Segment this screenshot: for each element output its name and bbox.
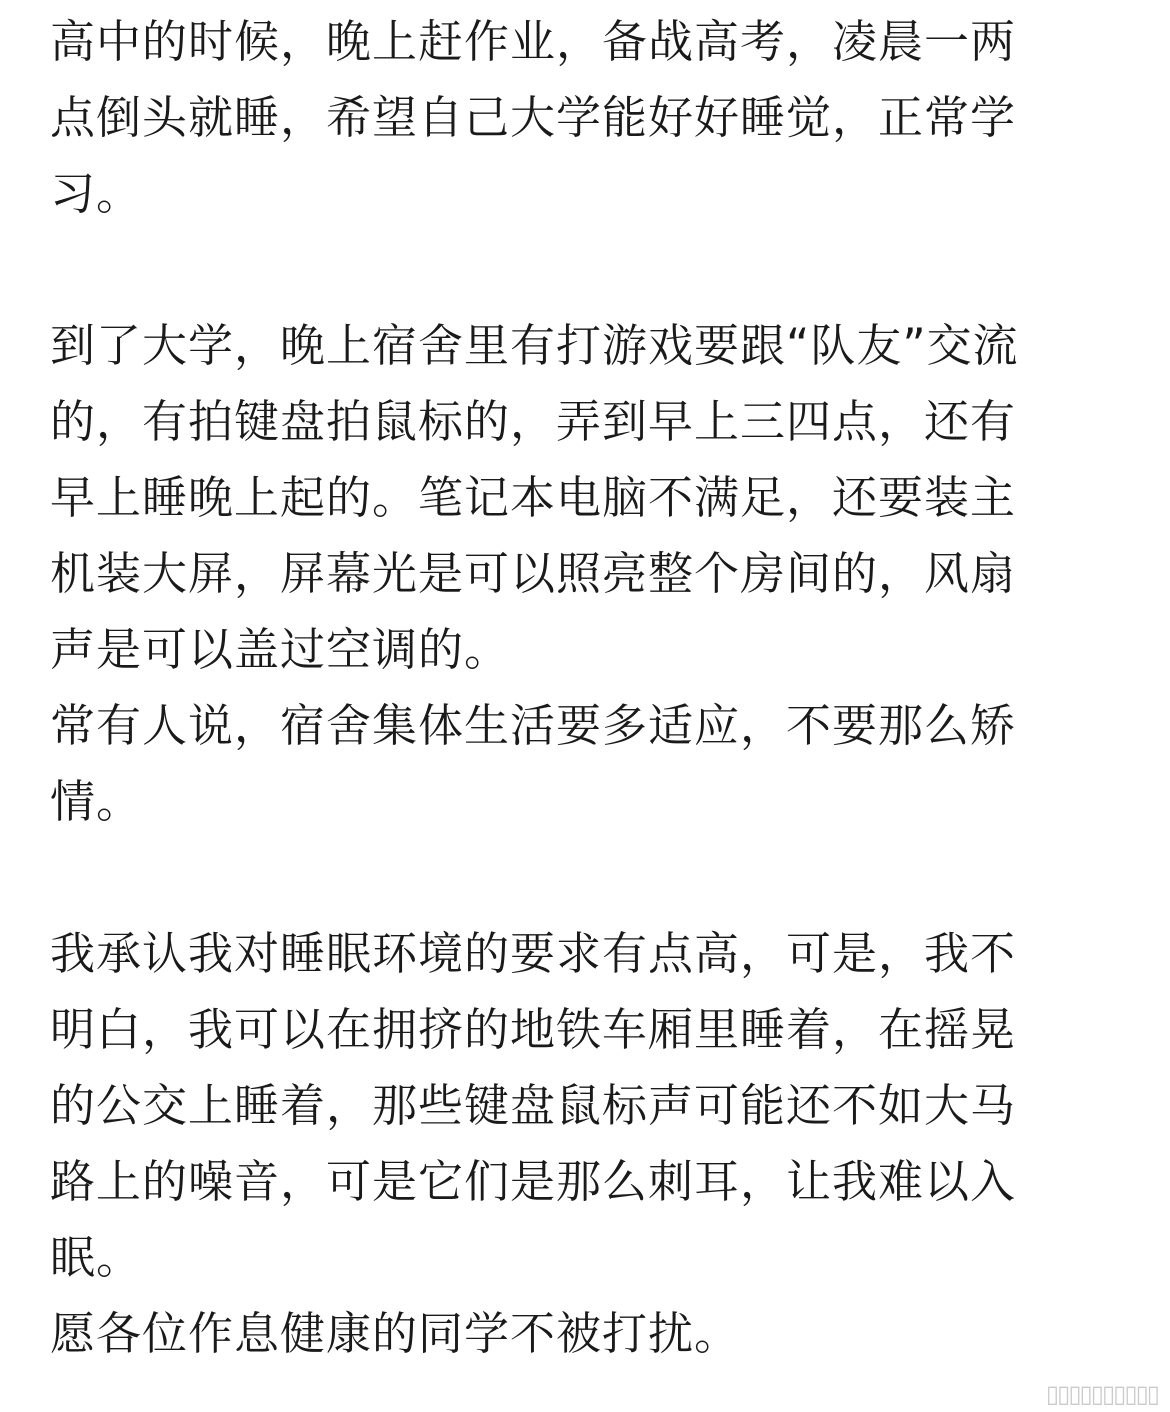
text-line: 习。 [50,167,143,220]
text-line: 点倒头就睡，希望自己大学能好好睡觉，正常学 [50,91,1017,144]
article-body [50,4,1140,1372]
text-line: 的，有拍键盘拍鼠标的，弄到早上三四点，还有 [50,395,1017,448]
paragraph-5 [50,1296,1140,1372]
text-line: 明白，我可以在拥挤的地铁车厢里睡着，在摇晃 [50,1003,1017,1056]
paragraph-3 [50,688,1140,840]
text-line: 常有人说，宿舍集体生活要多适应，不要那么矫 [50,699,1017,752]
paragraph-2 [50,308,1140,688]
text-line: 路上的噪音，可是它们是那么刺耳，让我难以入 [50,1155,1017,1208]
text-line: 机装大屏，屏幕光是可以照亮整个房间的，风扇 [50,547,1017,600]
paragraph-4 [50,916,1140,1296]
paragraph-spacer [50,840,1140,916]
text-line: 早上睡晚上起的。笔记本电脑不满足，还要装主 [50,471,1017,524]
paragraph-spacer [50,232,1140,308]
watermark: ▯▯▯▯▯▯▯▯▯▯ [1045,1380,1158,1408]
text-line: 情。 [50,775,143,828]
text-line: 到了大学，晚上宿舍里有打游戏要跟“队友”交流 [50,319,1019,372]
text-line: 高中的时候，晚上赶作业，备战高考，凌晨一两 [50,15,1017,68]
text-line: 愿各位作息健康的同学不被打扰。 [50,1307,741,1360]
text-line: 我承认我对睡眠环境的要求有点高，可是，我不 [50,927,1017,980]
text-line: 眠。 [50,1231,143,1284]
paragraph-1 [50,4,1140,232]
text-line: 声是可以盖过空调的。 [50,623,511,676]
text-line: 的公交上睡着，那些键盘鼠标声可能还不如大马 [50,1079,1017,1132]
